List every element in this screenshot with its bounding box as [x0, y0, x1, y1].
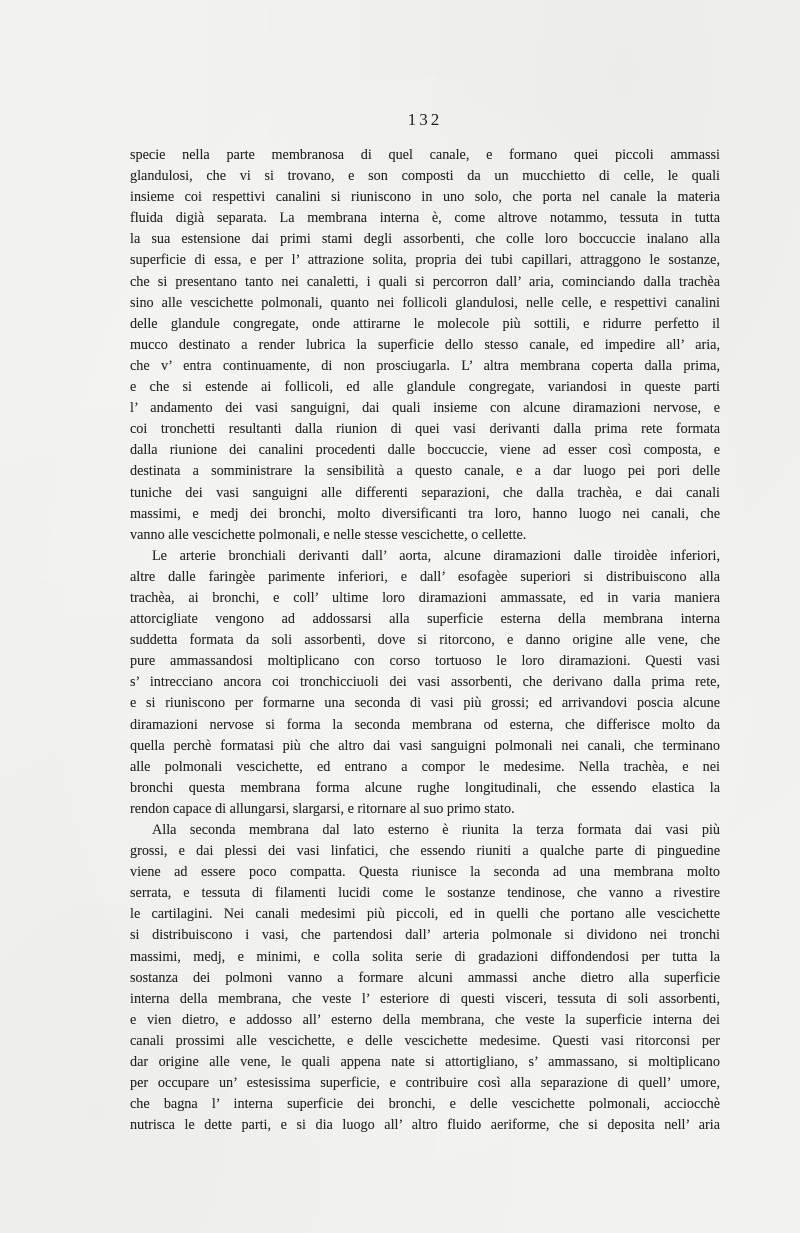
- text-line-content: Alla seconda membrana dal lato esterno è riunita la terza formata dai vasi più: [152, 822, 720, 838]
- paragraph: [130, 820, 720, 1136]
- text-line: [130, 609, 720, 630]
- text-line-content: serrata, e tessuta di filamenti lucidi come le sostanze tendinose, che vanno a rivestire: [130, 885, 720, 902]
- text-line: [130, 461, 720, 482]
- text-line-content: canali prossimi alle vescichette, e delle vescichette medesime. Questi vasi ritorconsi per: [130, 1032, 720, 1049]
- text-line-content: destinata a somministrare la sensibilità a questo canale, e a dar luogo pei pori delle: [130, 463, 720, 480]
- text-line: [130, 419, 720, 440]
- text-line-content: specie nella parte membranosa di quel canale, e formano quei piccoli ammassi: [130, 147, 720, 163]
- text-line: [130, 546, 720, 567]
- text-line: [130, 883, 720, 904]
- page-number: 132: [407, 110, 443, 129]
- text-line-content: coi tronchetti resultanti dalla riunion di quei vasi derivanti dalla prima rete formata: [130, 421, 720, 438]
- text-line: [130, 229, 720, 250]
- text-line: [130, 904, 720, 925]
- text-line: [130, 525, 720, 546]
- text-line: [130, 1031, 720, 1052]
- text-line: [130, 862, 720, 883]
- text-line-content: la sua estensione dai primi stami degli assorbenti, che colle loro boccuccie inalano alla: [130, 231, 720, 248]
- text-line: [130, 715, 720, 736]
- text-line-content: s’ intrecciano ancora coi tronchicciuoli dei vasi assorbenti, che derivano dalla prima rete,: [130, 674, 720, 691]
- text-line: [130, 672, 720, 693]
- text-line-content: e che si estende ai follicoli, ed alle glandule congregate, variandosi in queste parti: [130, 379, 720, 396]
- text-line-content: che si presentano tanto nei canaletti, i quali si percorron dall’ aria, cominciando dalla trachèa: [130, 273, 720, 290]
- text-line-content: fluida digià separata. La membrana interna è, come altrove notammo, tessuta in tutta: [130, 210, 720, 227]
- text-line-content: altre dalle faringèe parimente inferiori, e dall’ esofagèe superiori si distribuiscono alla: [130, 568, 720, 585]
- text-line-content: quella perchè formatasi più che altro dai vasi sanguigni polmonali nei canali, che terminano: [130, 737, 720, 754]
- text-line: [130, 778, 720, 799]
- text-line: [130, 250, 720, 271]
- text-line-content: attorcigliate vengono ad addossarsi alla superficie esterna della membrana interna: [130, 611, 720, 628]
- text-line: [130, 398, 720, 419]
- text-line: [130, 1115, 720, 1136]
- text-line: [130, 1073, 720, 1094]
- text-line-content: che v’ entra continuamente, di non prosciugarla. L’ altra membrana coperta dalla prima,: [130, 357, 720, 374]
- text-line-content: massimi, medj, e minimi, e colla solita serie di gradazioni diffondendosi per tutta la: [130, 948, 720, 965]
- page-text-block: [130, 145, 720, 1136]
- text-line-content: bronchi questa membrana forma alcune rughe longitudinali, che essendo elastica la: [130, 779, 720, 796]
- text-line-content: mucco destinato a render lubrica la superficie dello stesso canale, ed impedire all’ aria,: [130, 336, 720, 353]
- text-line-content: e si riuniscono per formarne una seconda di vasi più grossi; ed arrivandovi poscia alcune: [130, 695, 720, 712]
- text-line-content: nutrisca le dette parti, e si dia luogo all’ altro fluido aeriforme, che si deposita nell’ aria: [130, 1117, 720, 1134]
- text-line-content: insieme coi respettivi canalini si riuniscono in uno solo, che porta nel canale la materia: [130, 189, 720, 206]
- text-line-content: si distribuiscono i vasi, che partendosi dall’ arteria polmonale si dividono nei tronchi: [130, 927, 720, 944]
- text-line: [130, 841, 720, 862]
- text-line-content: vanno alle vescichette polmonali, e nelle stesse vescichette, o cellette.: [130, 526, 527, 543]
- text-line-content: dalla riunione dei canalini procedenti dalle boccuccie, viene ad esser così composta, e: [130, 442, 720, 459]
- text-line: [130, 757, 720, 778]
- text-line: [130, 630, 720, 651]
- text-line: [130, 166, 720, 187]
- text-line: [130, 820, 720, 841]
- text-line-content: trachèa, ai bronchi, e coll’ ultime loro diramazioni ammassate, ed in varia maniera: [130, 589, 720, 606]
- paragraph: [130, 546, 720, 820]
- text-line-content: sostanza dei polmoni vanno a formare alcuni ammassi anche dietro alla superficie: [130, 969, 720, 986]
- text-line-content: le cartilagini. Nei canali medesimi più piccoli, ed in quelli che portano alle vescichette: [130, 906, 720, 923]
- text-line-content: viene ad essere poco compatta. Questa riunisce la seconda ad una membrana molto: [130, 864, 720, 881]
- text-line-content: superficie di essa, e per l’ attrazione solita, propria dei tubi capillari, attraggono le sostanze,: [130, 252, 720, 269]
- paragraph: [130, 145, 720, 546]
- text-line-content: e vien dietro, e addosso all’ esterno della membrana, che veste la superficie interna dei: [130, 1011, 720, 1028]
- text-line-content: tuniche dei vasi sanguigni alle differenti separazioni, che dalla trachèa, e dai canali: [130, 484, 720, 501]
- text-line-content: massimi, e medj dei bronchi, molto diversificanti tra loro, hanno luogo nei canali, che: [130, 505, 720, 522]
- text-line-content: per occupare un’ estesissima superficie, e contribuire così alla separazione di quell’ umore,: [130, 1075, 720, 1092]
- text-line-content: suddetta formata da soli assorbenti, dove si ritorcono, e danno origine alle vene, che: [130, 632, 720, 649]
- text-line: [130, 335, 720, 356]
- text-line: [130, 356, 720, 377]
- text-line: [130, 968, 720, 989]
- text-line-content: Le arterie bronchiali derivanti dall’ aorta, alcune diramazioni dalle tiroidèe inferiori,: [152, 547, 720, 564]
- text-line: [130, 1094, 720, 1115]
- text-line-content: dar origine alle vene, le quali appena nate si attortigliano, s’ ammassano, si moltiplicano: [130, 1054, 720, 1071]
- text-line-content: delle glandule congregate, onde attirarne le molecole più sottili, e ridurre perfetto il: [130, 315, 720, 332]
- text-line: [130, 208, 720, 229]
- text-line: [130, 989, 720, 1010]
- text-line-content: interna della membrana, che veste l’ esteriore di questi visceri, tessuta di soli assorbenti,: [130, 990, 720, 1007]
- text-line: [130, 314, 720, 335]
- text-line: [130, 145, 720, 166]
- text-line-content: l’ andamento dei vasi sanguigni, dai quali insieme con alcune diramazioni nervose, e: [130, 400, 720, 417]
- text-line: [130, 651, 720, 672]
- text-line: [130, 925, 720, 946]
- text-line-content: sino alle vescichette polmonali, quanto nei follicoli glandulosi, nelle celle, e respettivi canalini: [130, 294, 720, 311]
- text-line: [130, 440, 720, 461]
- text-line-content: grossi, e dai plessi dei vasi linfatici, che essendo riuniti a qualche parte di pinguedine: [130, 843, 720, 860]
- text-line: [130, 947, 720, 968]
- text-line: [130, 293, 720, 314]
- text-line-content: diramazioni nervose si forma la seconda membrana od esterna, che differisce molto da: [130, 716, 720, 733]
- text-line: [130, 1052, 720, 1073]
- text-line-content: glandulosi, che vi si trovano, e son composti da un mucchietto di celle, le quali: [130, 168, 720, 185]
- text-line: [130, 187, 720, 208]
- text-line: [130, 377, 720, 398]
- text-line: [130, 1010, 720, 1031]
- text-line: [130, 799, 720, 820]
- text-line: [130, 272, 720, 293]
- text-line: [130, 483, 720, 504]
- text-line: [130, 736, 720, 757]
- text-line: [130, 567, 720, 588]
- text-line-content: rendon capace di allungarsi, slargarsi, e ritornare al suo primo stato.: [130, 800, 515, 817]
- text-line-content: alle polmonali vescichette, ed entrano a compor le medesime. Nella trachèa, e nei: [130, 758, 720, 775]
- text-line: [130, 504, 720, 525]
- text-line-content: che bagna l’ interna superficie dei bronchi, e delle vescichette polmonali, acciocchè: [130, 1096, 720, 1113]
- text-line-content: pure ammassandosi moltiplicano con corso tortuoso le loro diramazioni. Questi vasi: [130, 653, 720, 670]
- text-line: [130, 588, 720, 609]
- text-line: [130, 693, 720, 714]
